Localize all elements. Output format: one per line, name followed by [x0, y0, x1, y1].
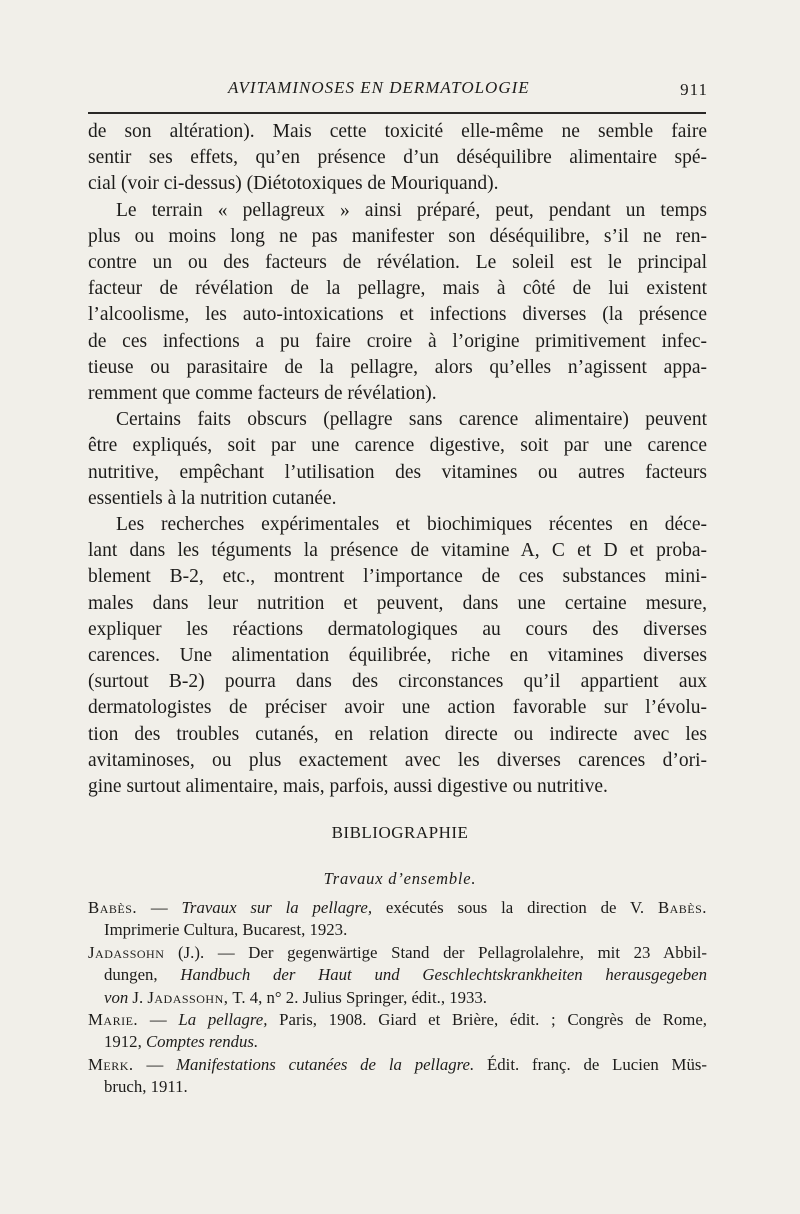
text-line: sentir ses effets, qu’en présence d’un déséquilibre alimentaire spé- — [88, 147, 707, 169]
text-line: expliquer les réactions dermatologiques au cours des diverses — [88, 618, 707, 640]
text-line: carences. Une alimentation équilibrée, riche en vitamines diverses — [88, 645, 707, 667]
paragraph-2 — [88, 198, 707, 408]
text-line — [88, 1054, 707, 1076]
entry-text: exécutés sous la direction de V. — [372, 898, 658, 917]
bibliography-entry-babes — [88, 897, 707, 942]
text-line: blement B-2, etc., montrent l’importance de ces substances mini- — [88, 566, 707, 588]
text-line — [88, 897, 707, 919]
text-line — [88, 942, 707, 964]
text-line: tion des troubles cutanés, en relation directe ou indirecte avec les — [88, 723, 707, 745]
text-line: plus ou moins long ne pas manifester son déséquilibre, s’il ne ren- — [88, 225, 707, 247]
bibliography-subheading: Travaux d’ensemble. — [323, 869, 477, 888]
page-number: 911 — [680, 80, 708, 99]
text-line: males dans leur nutrition et peuvent, dans une certaine mesure, — [88, 592, 707, 614]
bibliography-entry-marie — [88, 1009, 707, 1054]
work-title: Travaux sur la pellagre, — [181, 898, 373, 917]
header-rule — [88, 112, 706, 114]
text-line: essentiels à la nutrition cutanée. — [88, 487, 337, 509]
author-name: Marie. — [88, 1010, 139, 1030]
text-line: Les recherches expérimentales et biochimiques récentes en déce- — [116, 514, 707, 536]
text-line: Le terrain « pellagreux » ainsi préparé, peut, pendant un temps — [116, 199, 707, 221]
dash-separator: — — [138, 1010, 179, 1030]
entry-text: 1912, — [104, 1032, 146, 1052]
paragraph-3 — [88, 407, 707, 512]
work-title: Comptes rendus. — [145, 1032, 259, 1052]
bibliography-entry-merk — [88, 1054, 707, 1099]
entry-text: dungen, — [104, 965, 181, 985]
author-name: Merk. — [88, 1054, 134, 1074]
author-name: Jadassohn, — [147, 987, 229, 1007]
paragraph-1 — [88, 119, 707, 198]
text-line: de ces infections a pu faire croire à l’origine primitivement infec- — [88, 330, 707, 352]
text-line: gine surtout alimentaire, mais, parfois, aussi digestive ou nutritive. — [88, 776, 608, 798]
entry-text: Édit. franç. de Lucien Müs- — [474, 1054, 707, 1074]
bibliography-heading: BIBLIOGRAPHIE — [331, 823, 469, 842]
text-line: bruch, 1911. — [104, 1077, 188, 1097]
work-title: La pellagre, — [178, 1010, 268, 1030]
text-line: dermatologistes de préciser avoir une action favorable sur l’évolu- — [88, 697, 707, 719]
entry-text: J. — [128, 987, 148, 1007]
bibliography-list — [88, 897, 707, 1099]
text-line: être expliqués, soit par une carence digestive, soit par une carence — [88, 435, 707, 457]
text-line: avitaminoses, ou plus exactement avec les diverses carences d’ori- — [88, 749, 707, 771]
text-line: cial (voir ci-dessus) (Diétotoxiques de Mouriquand). — [88, 173, 499, 195]
text-line: de son altération). Mais cette toxicité elle-même ne semble faire — [88, 121, 707, 142]
work-title: Manifestations cutanées de la pellagre. — [176, 1054, 475, 1074]
author-initial: (J.). — [164, 942, 205, 962]
dash-separator: — — [137, 898, 182, 917]
author-name: Babès. — [88, 898, 138, 917]
entry-text: T. 4, n° 2. Julius Springer, édit., 1933. — [228, 987, 487, 1007]
text-line: Imprimerie Cultura, Bucarest, 1923. — [104, 920, 348, 940]
text-line: facteur de révélation de la pellagre, mais à côté de lui existent — [88, 278, 707, 300]
entry-text: von — [104, 987, 129, 1007]
text-line: l’alcoolisme, les auto-intoxications et infections diverses (la présence — [88, 304, 707, 326]
bibliography-entry-jadassohn — [88, 942, 707, 1009]
text-line — [88, 987, 707, 1009]
body-text — [88, 119, 707, 800]
running-head — [88, 78, 708, 108]
text-line: Certains faits obscurs (pellagre sans carence alimentaire) peuvent — [116, 409, 707, 431]
text-line: tieuse ou parasitaire de la pellagre, alors qu’elles n’agissent appa- — [88, 356, 707, 378]
text-line: contre un ou des facteurs de révélation. Le soleil est le principal — [88, 252, 707, 274]
author-name: Jadassohn — [88, 942, 165, 962]
text-line: nutritive, empêchant l’utilisation des vitamines ou autres facteurs — [88, 461, 707, 483]
text-line: remment que comme facteurs de révélation). — [88, 383, 437, 405]
entry-text: Der gegenwärtige Stand der Pellagrolalehre, mit 23 Abbil- — [248, 942, 707, 962]
text-line — [88, 964, 707, 986]
work-title: Handbuch der Haut und Geschlechtskrankheiten herausgegeben — [180, 965, 708, 985]
entry-text: Paris, 1908. Giard et Brière, édit. ; Congrès de Rome, — [267, 1010, 708, 1030]
text-line — [88, 1009, 707, 1031]
text-line: lant dans les téguments la présence de vitamine A, C et D et proba- — [88, 540, 707, 562]
text-line: (surtout B-2) pourra dans des circonstances qu’il appartient aux — [88, 671, 707, 693]
running-title: AVITAMINOSES EN DERMATOLOGIE — [228, 78, 530, 97]
dash-separator: — — [204, 942, 249, 962]
author-name: Babès. — [657, 898, 707, 917]
text-line — [88, 1031, 707, 1053]
paragraph-4 — [88, 512, 707, 800]
dash-separator: — — [133, 1054, 177, 1074]
